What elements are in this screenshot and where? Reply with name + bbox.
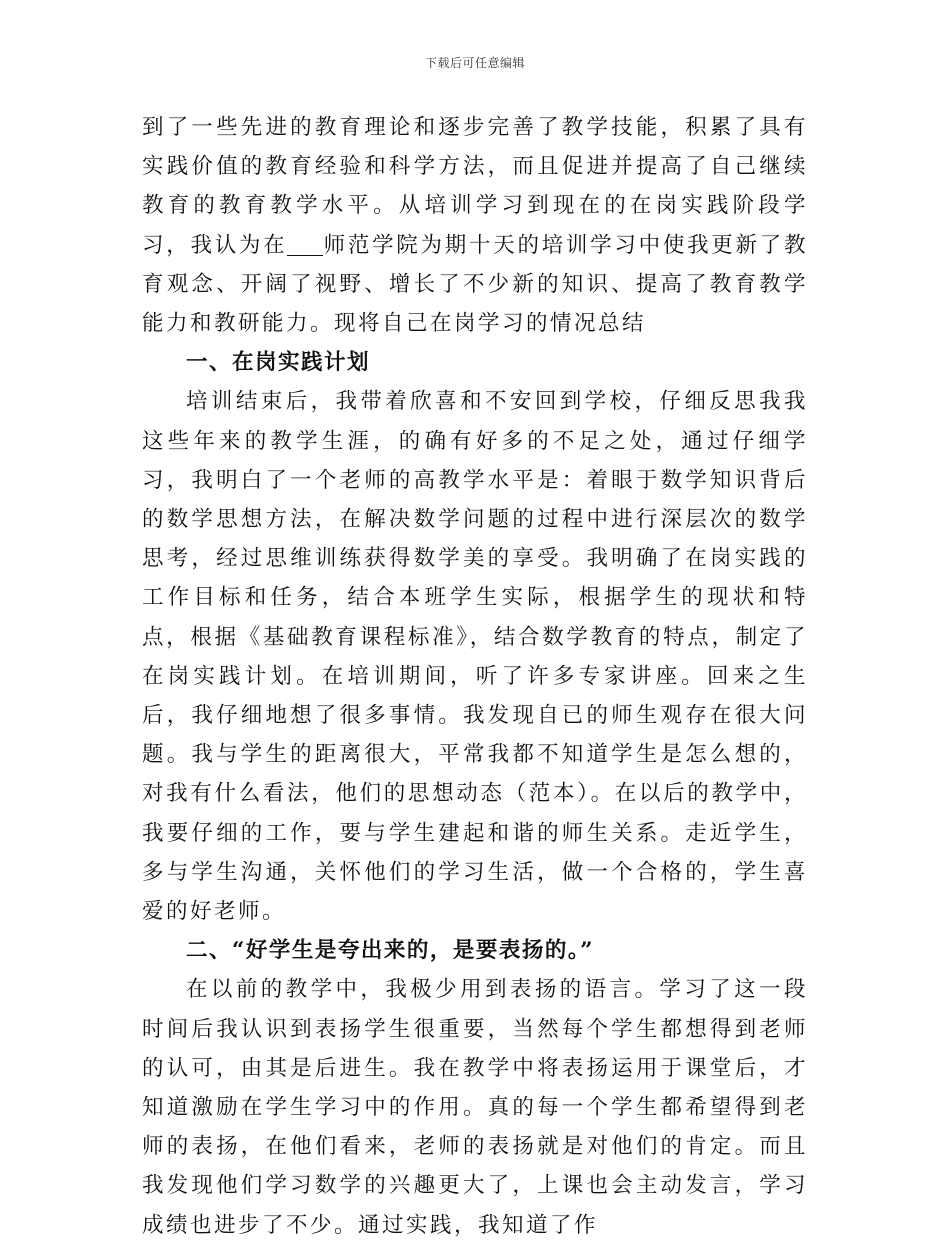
paragraph-intro	[142, 108, 808, 343]
page-header: 下载后可任意编辑	[424, 56, 525, 70]
paragraph-intro-part1: 到了一些先进的教育理论和逐步完善了教学技能，积累了具有实践价值的教育经验和科学方法，而且促进并提高了自己继续教育的教育教学水平。从培训学习到现在的在岗实践阶段学习，我认为在	[142, 115, 808, 258]
paragraph-praise: 在以前的教学中，我极少用到表扬的语言。学习了这一段时间后我认识到表扬学生很重要，当然每个学生都想得到老师的认可，由其是后进生。我在教学中将表扬运用于课堂后，才知道激励在学生学习中的作用。真的每一个学生都希望得到老师的表扬，在他们看来，老师的表扬就是对他们的肯定。而且我发现他们学习数学的兴趣更大了，上课也会主动发言，学习成绩也进步了不少。通过实践，我知道了作	[142, 977, 808, 1238]
document-body	[142, 108, 808, 1245]
paragraph-practice-plan: 培训结束后，我带着欣喜和不安回到学校，仔细反思我我这些年来的教学生涯，的确有好多的不足之处，通过仔细学习，我明白了一个老师的高教学水平是：着眼于数学知识背后的数学思想方法，在解决数学问题的过程中进行深层次的数学思考，经过思维训练获得数学美的享受。我明确了在岗实践的工作目标和任务，结合本班学生实际，根据学生的现状和特点，根据《基础教育课程标准》，结合数学教育的特点，制定了在岗实践计划。在培训期间，听了许多专家讲座。回来之生后，我仔细地想了很多事情。我发现自已的师生观存在很大问题。我与学生的距离很大，平常我都不知道学生是怎么想的，对我有什么看法，他们的思想动态（范本）。在以后的教学中，我要仔细的工作，要与学生建起和谐的师生关系。走近学生，多与学生沟通，关怀他们的学习生活，做一个合格的，学生喜爱的好老师。	[142, 389, 808, 925]
section-heading-2: 二、“好学生是夸出来的，是要表扬的。”	[186, 938, 594, 964]
section-heading-1: 一、在岗实践计划	[186, 350, 371, 376]
paragraph-intro-part2: 师范学院为期十天的培训学习中使我更新了教育观念、开阔了视野、增长了不少新的知识、提高了教育教学能力和教研能力。现将自己在岗学习的情况总结	[142, 232, 808, 337]
fill-in-blank	[287, 231, 323, 256]
